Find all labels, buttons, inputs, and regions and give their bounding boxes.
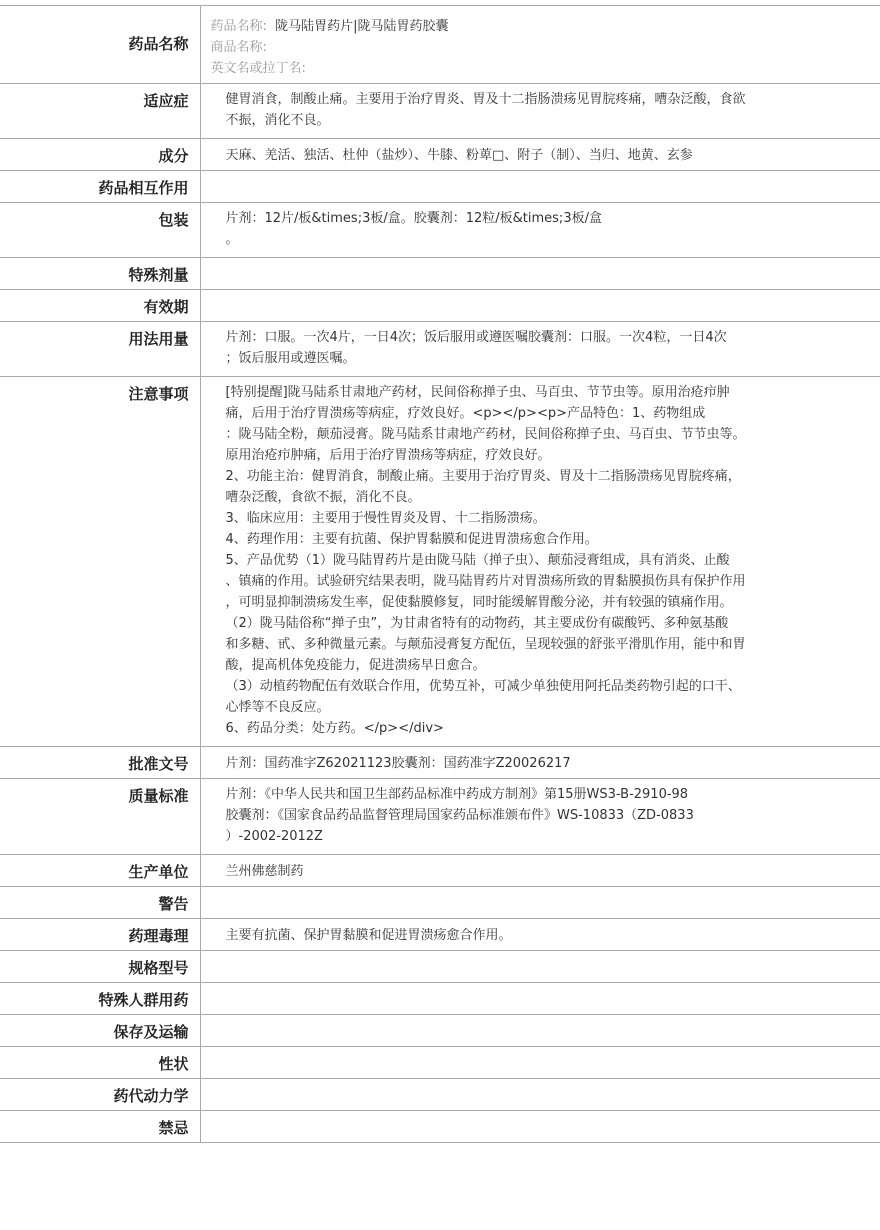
- label-ingredients: 成分: [0, 139, 200, 171]
- row-standard: [0, 779, 880, 855]
- row-pharmacology: [0, 919, 880, 951]
- value-precautions: [特别提醒]陇马陆系甘肃地产药材，民间俗称掸子虫、马百虫、节节虫等。原用治疮疖肿 痛，后用于治疗胃溃疡等病症，疗效良好。<p></p><p>产品特色：1、药物组成 ：陇马陆全粉，颠茄浸膏。陇马陆系甘肃地产药材，民间俗称掸子虫、马百虫、节节虫等。 原用治疮疖肿痛，后用于治疗胃溃疡等病症，疗效良好。 2、功能主治：健胃消食，制酸止痛。主要用于治疗胃炎、胃及十二指肠溃疡见胃脘疼痛， 嘈杂泛酸，食欲不振，消化不良。 3、临床应用：主要用于慢性胃炎及胃、十二指肠溃疡。 4、药理作用：主要有抗菌、保护胃黏膜和促进胃溃疡愈合作用。 5、产品优势（1）陇马陆胃药片是由陇马陆（掸子虫）、颠茄浸膏组成，具有消炎、止酸 、镇痛的作用。试验研究结果表明，陇马陆胃药片对胃溃疡所致的胃黏膜损伤具有保护作用 ，可明显抑制溃疡发生率，促使黏膜修复，同时能缓解胃酸分泌，并有较强的镇痛作用。 （2）陇马陆俗称“掸子虫”，为甘肃省特有的动物药，其主要成份有碳酸钙、多种氨基酸 和多糖、甙、多种微量元素。与颠茄浸膏复方配伍，呈现较强的舒张平滑肌作用，能中和胃 酸，提高机体免疫能力，促进溃疡早日愈合。 （3）动植药物配伍有效联合作用，优势互补，可减少单独使用阿托品类药物引起的口干、 心悸等不良反应。 6、药品分类：处方药。</p></div>: [200, 377, 880, 747]
- value-special-population: [200, 983, 880, 1015]
- value-manufacturer: 兰州佛慈制药: [200, 855, 880, 887]
- drug-info-table: [0, 5, 880, 1143]
- row-specification: [0, 951, 880, 983]
- value-storage: [200, 1015, 880, 1047]
- value-pharmacology: 主要有抗菌、保护胃黏膜和促进胃溃疡愈合作用。: [200, 919, 880, 951]
- generic-name-label: 药品名称:: [210, 19, 267, 34]
- value-properties: [200, 1047, 880, 1079]
- value-expiry: [200, 290, 880, 322]
- label-pharmacology: 药理毒理: [0, 919, 200, 951]
- row-usage: [0, 322, 880, 377]
- row-special-population: [0, 983, 880, 1015]
- row-approval: [0, 747, 880, 779]
- label-special-population: 特殊人群用药: [0, 983, 200, 1015]
- label-precautions: 注意事项: [0, 377, 200, 747]
- value-specification: [200, 951, 880, 983]
- label-interactions: 药品相互作用: [0, 171, 200, 203]
- row-expiry: [0, 290, 880, 322]
- row-ingredients: [0, 139, 880, 171]
- english-name-label: 英文名或拉丁名:: [210, 61, 306, 76]
- label-properties: 性状: [0, 1047, 200, 1079]
- value-usage: 片剂：口服。一次4片，一日4次；饭后服用或遵医嘱胶囊剂：口服。一次4粒，一日4次 ；饭后服用或遵医嘱。: [200, 322, 880, 377]
- value-drug-name: [200, 6, 880, 84]
- value-interactions: [200, 171, 880, 203]
- value-indications: 健胃消食，制酸止痛。主要用于治疗胃炎、胃及十二指肠溃疡见胃脘疼痛，嘈杂泛酸，食欲 不振，消化不良。: [200, 84, 880, 139]
- label-special-dosage: 特殊剂量: [0, 258, 200, 290]
- value-ingredients: 天麻、羌活、独活、杜仲（盐炒）、牛膝、粉萆□、附子（制）、当归、地黄、玄参: [200, 139, 880, 171]
- label-contraindications: 禁忌: [0, 1111, 200, 1143]
- label-usage: 用法用量: [0, 322, 200, 377]
- row-warning: [0, 887, 880, 919]
- row-storage: [0, 1015, 880, 1047]
- row-properties: [0, 1047, 880, 1079]
- label-drug-name: 药品名称: [0, 6, 200, 84]
- label-storage: 保存及运输: [0, 1015, 200, 1047]
- value-pharmacokinetics: [200, 1079, 880, 1111]
- row-special-dosage: [0, 258, 880, 290]
- value-contraindications: [200, 1111, 880, 1143]
- label-packaging: 包装: [0, 203, 200, 258]
- row-packaging: [0, 203, 880, 258]
- row-interactions: [0, 171, 880, 203]
- label-approval: 批准文号: [0, 747, 200, 779]
- value-special-dosage: [200, 258, 880, 290]
- row-pharmacokinetics: [0, 1079, 880, 1111]
- value-approval: 片剂：国药准字Z62021123胶囊剂：国药准字Z20026217: [200, 747, 880, 779]
- label-pharmacokinetics: 药代动力学: [0, 1079, 200, 1111]
- label-warning: 警告: [0, 887, 200, 919]
- value-standard: 片剂：《中华人民共和国卫生部药品标准中药成方制剂》第15册WS3-B-2910-98 胶囊剂：《国家食品药品监督管理局国家药品标准颁布件》WS-10833（ZD-0833 ）-2002-2012Z: [200, 779, 880, 855]
- label-manufacturer: 生产单位: [0, 855, 200, 887]
- value-packaging: 片剂：12片/板&times;3板/盒。胶囊剂：12粒/板&times;3板/盒 。: [200, 203, 880, 258]
- label-expiry: 有效期: [0, 290, 200, 322]
- generic-name-line: [211, 16, 789, 37]
- row-contraindications: [0, 1111, 880, 1143]
- row-precautions: [0, 377, 880, 747]
- row-indications: [0, 84, 880, 139]
- trade-name-label: 商品名称:: [210, 40, 267, 55]
- row-drug-name: [0, 6, 880, 84]
- label-standard: 质量标准: [0, 779, 200, 855]
- label-specification: 规格型号: [0, 951, 200, 983]
- row-manufacturer: [0, 855, 880, 887]
- label-indications: 适应症: [0, 84, 200, 139]
- generic-name-value: 陇马陆胃药片|陇马陆胃药胶囊: [275, 19, 449, 34]
- value-warning: [200, 887, 880, 919]
